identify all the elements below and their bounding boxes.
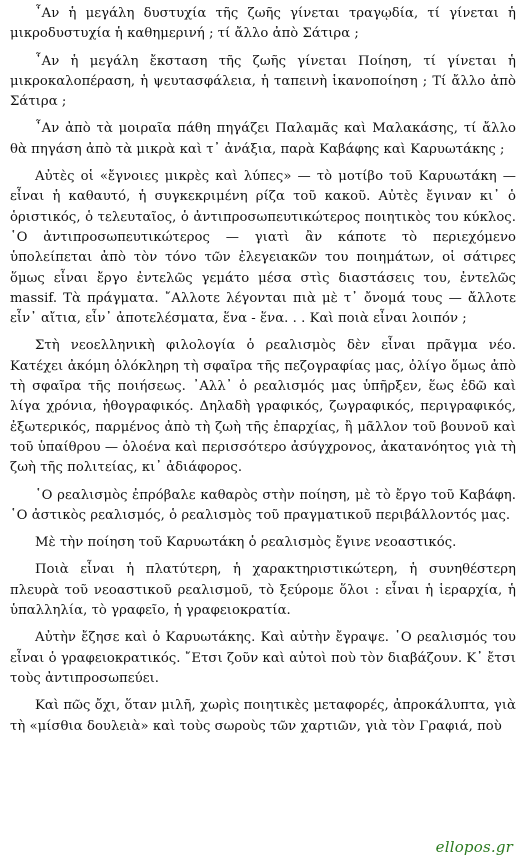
paragraph-4: Αὐτὲς οἱ «ἔγνοιες μικρὲς καὶ λύπες» — τὸ μοτίβο τοῦ Καρυωτάκη — εἶναι ἡ καθαυτό, ἡ συγκεκριμένη ρίζα τοῦ κακοῦ. Αὐτὲς ἔγιναν κι᾿ ὁ ὁριστικός, ὁ τελευταῖος, ὁ ἀντιπροσωπευτικώτερος ποιητικὸς του κύκλος. ῾Ο ἀντιπροσωπευτικώτερος — γιατὶ ἂν κάποτε τὸ περιεχόμενο ὑπολείπεται ἀπὸ τὸν τόνο τῶν ἐλεγειακῶν του ποιημάτων, οἱ σάτιρες ὅμως εἶναι ἔργο ἐντελῶς γεμάτο μέσα στὶς διαστάσεις του, ἐντελῶς massif. Τὰ πράγματα. ῎Αλλοτε λέγονται πιὰ μὲ τ᾿ ὄνομά τους — ἄλλοτε εἶν᾿ αἴτια, εἶν᾿ ἀποτελέσματα, ἕνα - ἕνα. . . Καὶ ποιὰ εἶναι λοιπόν ;: [10, 169, 516, 327]
paragraph-1: ῏Αν ἡ μεγάλη δυστυχία τῆς ζωῆς γίνεται τραγῳδία, τί γίνεται ἡ μικροδυστυχία ἡ καθημερινή ; τί ἄλλο ἀπὸ Σάτιρα ;: [10, 6, 516, 42]
paragraph-9: Αὐτὴν ἔζησε καὶ ὁ Καρυωτάκης. Καὶ αὐτὴν ἔγραψε. ῾Ο ρεαλισμός του εἶναι ὁ γραφειοκρατικός. ῎Ετσι ζοῦν καὶ αὐτοὶ ποὺ τὸν διαβάζουν. Κ᾿ ἔτσι τοὺς ἀντιπροσωπεύει.: [10, 630, 516, 686]
paragraph-5: Στὴ νεοελληνικὴ φιλολογία ὁ ρεαλισμὸς δὲν εἶναι πρᾶγμα νέο. Κατέχει ἀκόμη ὁλόκληρη τὴ σφαῖρα τῆς πεζογραφίας μας, ὀλίγο ὅμως ἀπὸ τὴ σφαῖρα τῆς ποιήσεως. ᾿Αλλ᾿ ὁ ρεαλισμός μας ὑπῆρξεν, ἕως ἐδῶ καὶ λίγα χρόνια, ἠθογραφικός. Δηλαδὴ γραφικός, ζωγραφικός, περιγραφικός, ἐξωτερικός, παρμένος ἀπὸ τὴ ζωὴ τῆς ἐπαρχίας, ἢ μᾶλλον τοῦ βουνοῦ καὶ τοῦ ὑπαίθρου — ὁλοένα καὶ περισσότερο ἀσύγχρονος, ἀκατανόητος γιὰ τὴ ζωὴ τῆς πολιτείας, κι᾿ ἀδιάφορος.: [10, 338, 516, 476]
paragraph-2: ῏Αν ἡ μεγάλη ἔκσταση τῆς ζωῆς γίνεται Ποίηση, τί γίνεται ἡ μικροκαλοπέραση, ἡ ψευτασφάλεια, ἡ ταπεινὴ ἱκανοποίηση ; Τί ἄλλο ἀπὸ Σάτιρα ;: [10, 53, 516, 110]
paragraph-3: ῏Αν ἀπὸ τὰ μοιραῖα πάθη πηγάζει Παλαμᾶς καὶ Μαλακάσης, τί ἄλλο θὰ πηγάση ἀπὸ τὰ μικρὰ καὶ τ᾿ ἀνάξια, παρὰ Καβάφης καὶ Καρυωτάκης ;: [10, 121, 516, 157]
paragraph-10: Καὶ πῶς ὄχι, ὅταν μιλῆ, χωρὶς ποιητικὲς μεταφορές, ἀπροκάλυπτα, γιὰ τὴ «μίσθια δουλειὰ» καὶ τοὺς σωροὺς τῶν χαρτιῶν, γιὰ τὸν Γραφιά, ποὺ: [10, 698, 516, 734]
paragraph-7: Μὲ τὴν ποίηση τοῦ Καρυωτάκη ὁ ρεαλισμὸς ἔγινε νεοαστικός.: [35, 535, 457, 551]
paragraph-8: Ποιὰ εἶναι ἡ πλατύτερη, ἡ χαρακτηριστικώτερη, ἡ συνηθέστερη πλευρὰ τοῦ νεοαστικοῦ ρεαλισμοῦ, τὸ ξεύρομε ὅλοι : εἶναι ἡ ἱεραρχία, ἡ ὑπαλληλία, τὸ γραφεῖο, ἡ γραφειοκρατία.: [10, 562, 516, 619]
paragraph-6: ῾Ο ρεαλισμὸς ἐπρόβαλε καθαρὸς στὴν ποίηση, μὲ τὸ ἔργο τοῦ Καβάφη. ῾Ο ἀστικὸς ρεαλισμός, ὁ ρεαλισμὸς τοῦ πραγματικοῦ περιβάλλοντός μας.: [10, 487, 516, 523]
document-page: [10, 4, 516, 744]
site-watermark: ellopos.gr: [435, 838, 513, 856]
